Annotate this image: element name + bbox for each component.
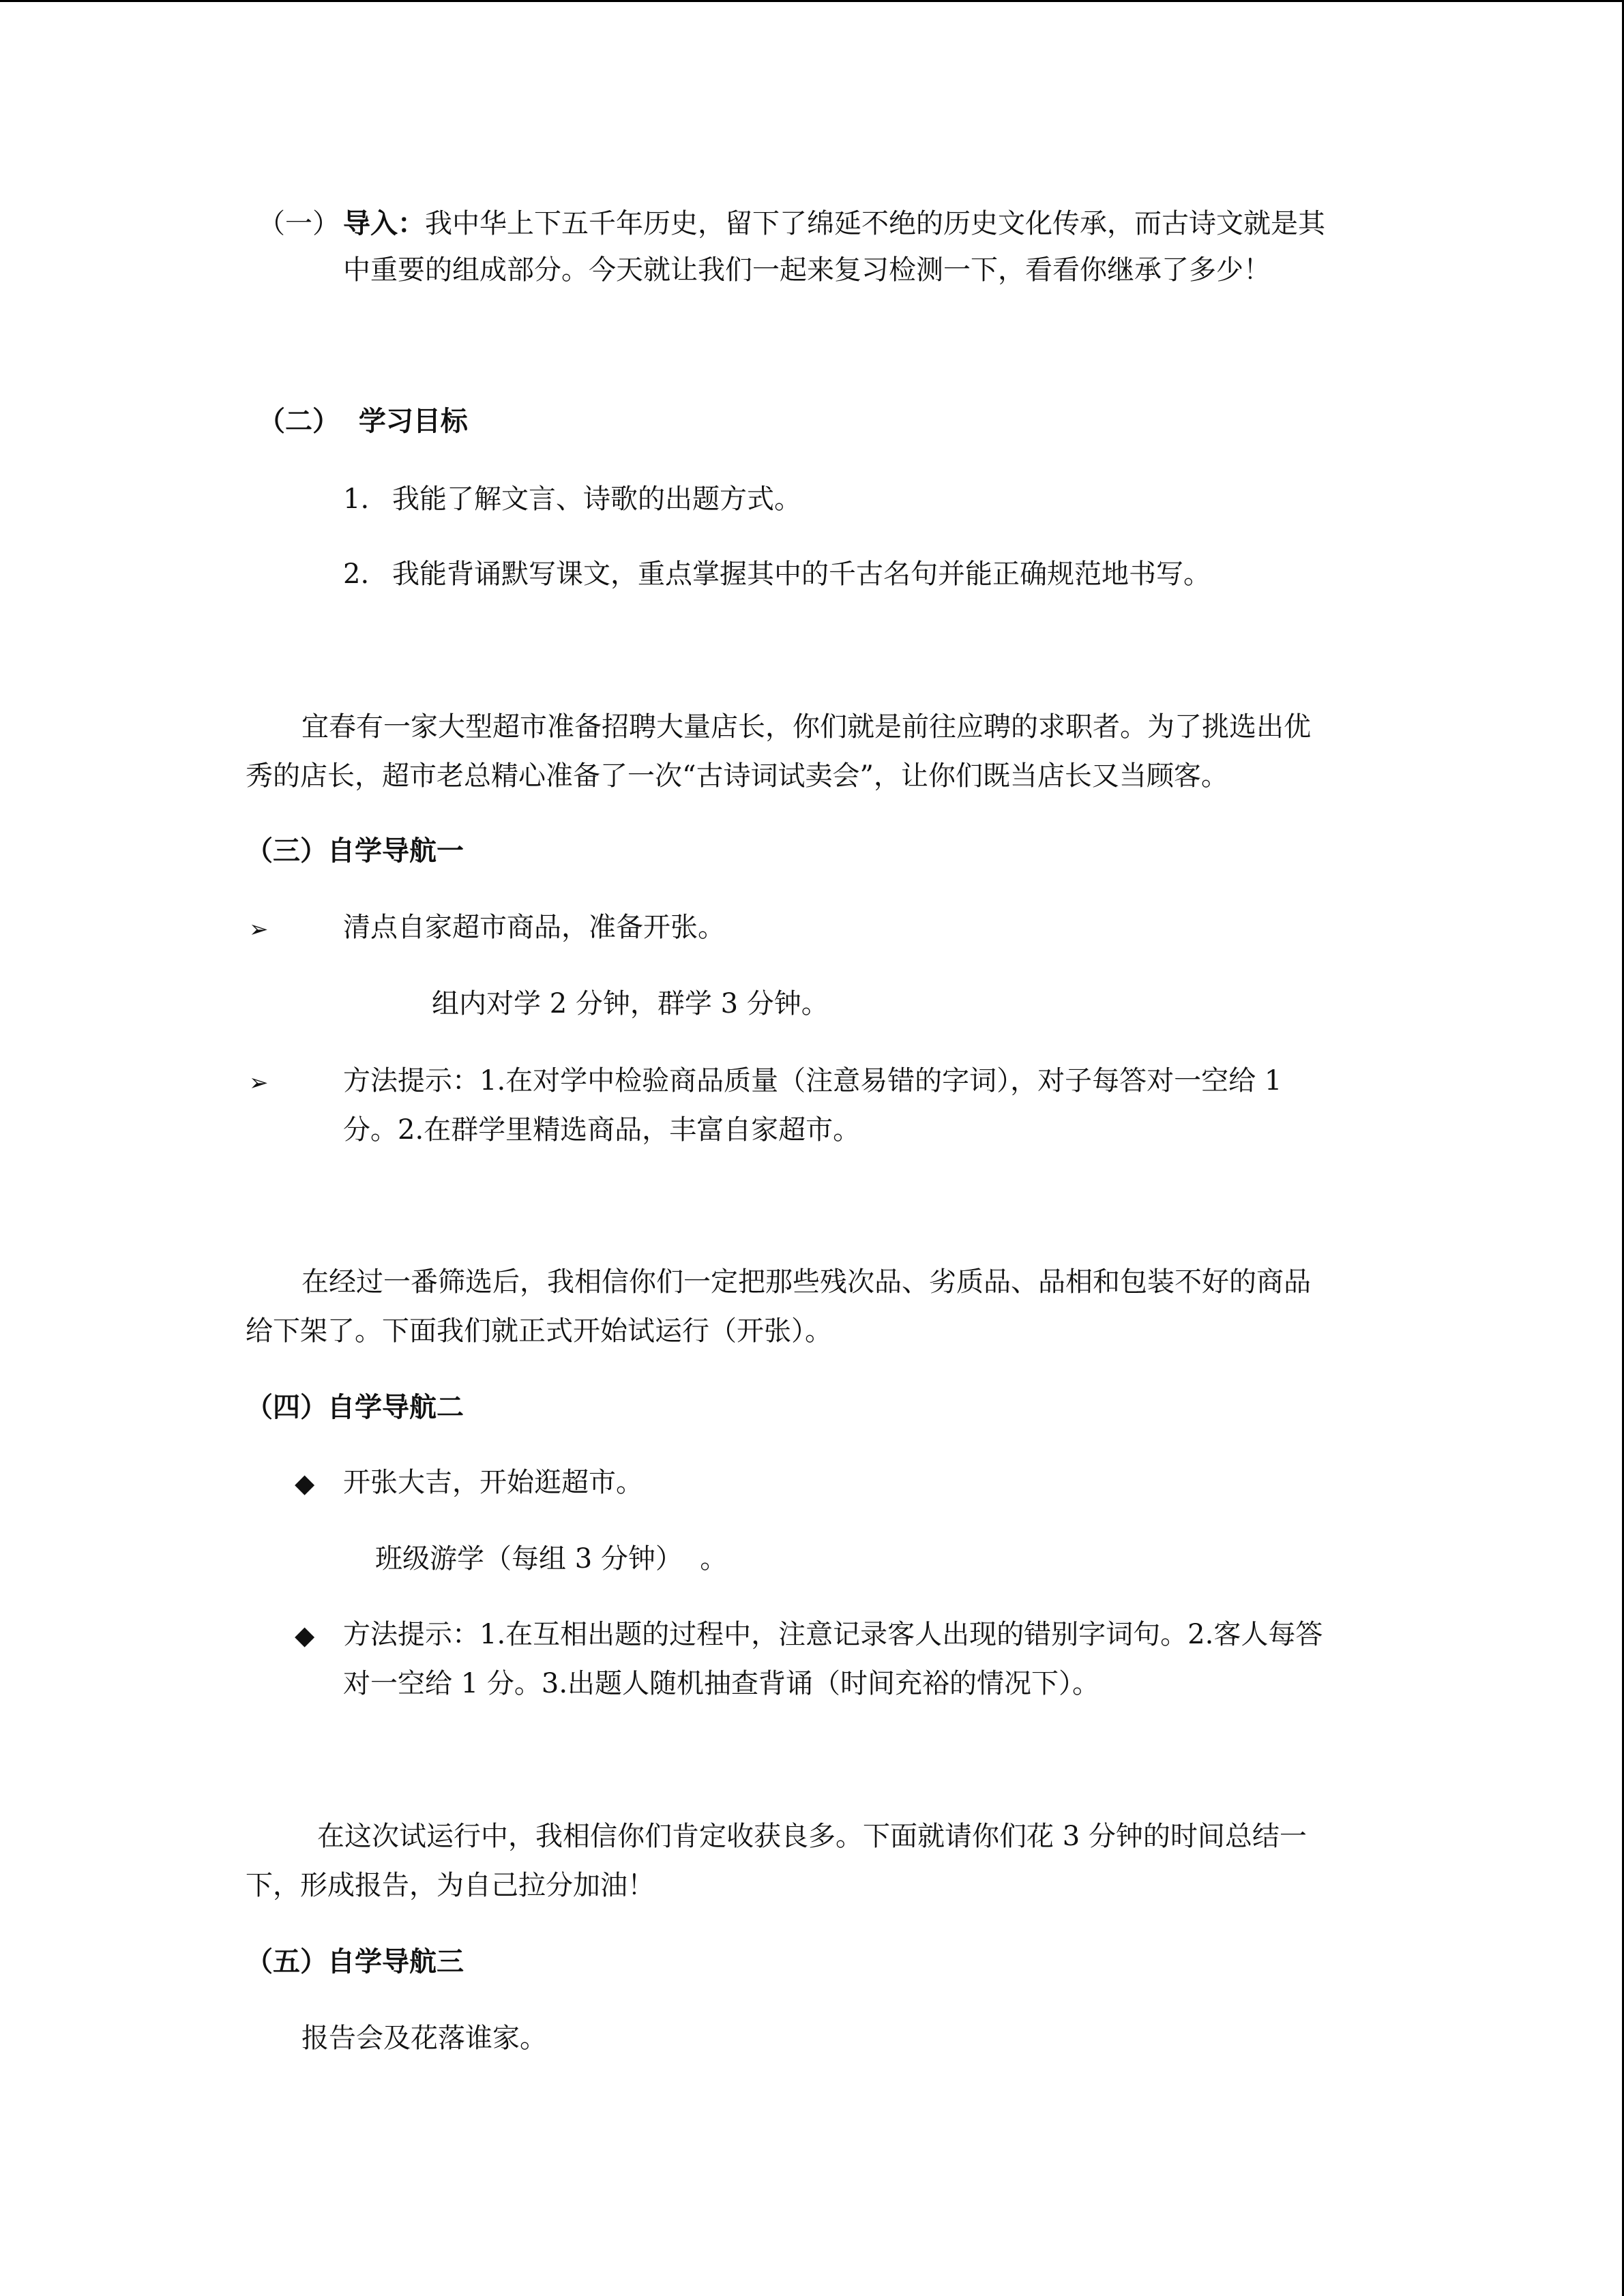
nav2-item-1: 开张大吉，开始逛超市。 — [343, 1467, 643, 1498]
paragraph-3-line-2: 下，形成报告，为自己拉分加油！ — [246, 1870, 655, 1901]
nav1-item-2-line-2: 分。2.在群学里精选商品，丰富自家超市。 — [343, 1114, 861, 1146]
arrow-bullet-icon: ➢ — [249, 916, 269, 943]
intro-text-1: 我中华上下五千年历史，留下了绵延不绝的历史文化传承，而古诗文就是其 — [425, 208, 1325, 239]
intro-lead: 导入： — [343, 207, 425, 239]
nav1-item-2-line-1: 方法提示：1.在对学中检验商品质量（注意易错的字词），对子每答对一空给 1 — [343, 1065, 1282, 1097]
goal-number-1: 1. — [343, 483, 370, 515]
diamond-bullet-icon: ◆ — [295, 1620, 315, 1650]
nav1-time: 组内对学 2 分钟，群学 3 分钟。 — [432, 988, 829, 1019]
paragraph-3-line-1: 在这次试运行中，我相信你们肯定收获良多。下面就请你们花 3 分钟的时间总结一 — [317, 1821, 1307, 1852]
paragraph-2-line-2: 给下架了。下面我们就正式开始试运行（开张）。 — [246, 1315, 832, 1347]
goal-number-2: 2. — [343, 558, 370, 590]
nav1-heading: （三）自学导航一 — [246, 835, 464, 867]
diamond-bullet-icon: ◆ — [295, 1468, 315, 1498]
nav2-item-2-line-1: 方法提示：1.在互相出题的过程中，注意记录客人出现的错别字词句。2.客人每答 — [343, 1619, 1323, 1650]
paragraph-2-line-1: 在经过一番筛选后，我相信你们一定把那些残次品、劣质品、品相和包装不好的商品 — [301, 1266, 1311, 1298]
page-border-top — [0, 0, 1624, 2]
nav2-heading: （四）自学导航二 — [246, 1391, 464, 1423]
goal-text-1: 我能了解文言、诗歌的出题方式。 — [392, 483, 801, 515]
arrow-bullet-icon: ➢ — [249, 1069, 269, 1097]
paragraph-1-line-2: 秀的店长，超市老总精心准备了一次“古诗词试卖会”，让你们既当店长又当顾客。 — [246, 760, 1228, 792]
nav3-text: 报告会及花落谁家。 — [301, 2023, 547, 2054]
nav2-item-2-line-2: 对一空给 1 分。3.出题人随机抽查背诵（时间充裕的情况下）。 — [343, 1668, 1100, 1699]
goal-text-2: 我能背诵默写课文，重点掌握其中的千古名句并能正确规范地书写。 — [392, 558, 1211, 590]
nav2-time: 班级游学（每组 3 分钟） 。 — [375, 1543, 728, 1575]
goals-heading: （二） 学习目标 — [258, 405, 468, 437]
paragraph-1-line-1: 宜春有一家大型超市准备招聘大量店长，你们就是前往应聘的求职者。为了挑选出优 — [301, 711, 1311, 743]
nav1-item-1: 清点自家超市商品，准备开张。 — [343, 912, 725, 943]
intro-marker: （一） — [258, 208, 340, 239]
intro-line-2: 中重要的组成部分。今天就让我们一起来复习检测一下，看看你继承了多少！ — [343, 254, 1271, 286]
intro-line-1 — [343, 203, 1325, 244]
nav3-heading: （五）自学导航三 — [246, 1945, 464, 1978]
